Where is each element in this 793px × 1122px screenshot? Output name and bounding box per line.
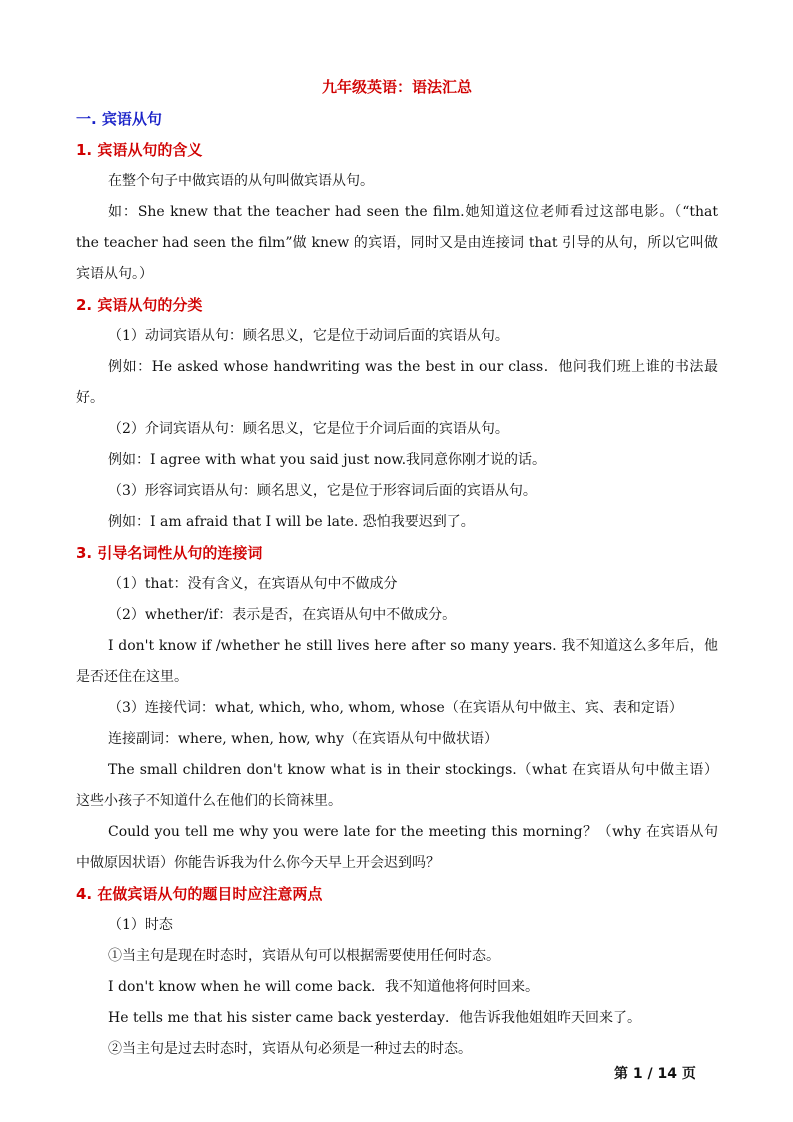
paragraph: The small children don't know what is in their stockings.（what 在宾语从句中做主语）这些小孩子不知道什么在他们的长筒袜里。 <box>76 762 718 809</box>
subheading-classification: 2. 宾语从句的分类 <box>76 296 203 314</box>
paragraph: He tells me that his sister came back yesterday．他告诉我他姐姐昨天回来了。 <box>108 1010 642 1026</box>
paragraph: I don't know when he will come back．我不知道他将何时回来。 <box>108 979 539 995</box>
subheading-connectives: 3. 引导名词性从句的连接词 <box>76 544 263 562</box>
document-body <box>76 74 718 1065</box>
paragraph: （1）that：没有含义，在宾语从句中不做成分 <box>108 576 398 592</box>
paragraph: Could you tell me why you were late for the meeting this morning？（why 在宾语从句中做原因状语）你能告诉我为什么你今天早上开会迟到吗？ <box>76 824 718 871</box>
paragraph: 如：She knew that the teacher had seen the film.她知道这位老师看过这部电影。（“that the teacher had seen the film”做 knew 的宾语，同时又是由连接词 that 引导的从句，所以它叫做宾语从句。） <box>76 204 718 282</box>
page-number: 第 1 / 14 页 <box>614 1066 696 1082</box>
paragraph: （3）形容词宾语从句：顾名思义，它是位于形容词后面的宾语从句。 <box>108 483 537 499</box>
paragraph: 例如：I am afraid that I will be late. 恐怕我要迟到了。 <box>108 514 475 530</box>
paragraph: 连接副词：where, when, how, why（在宾语从句中做状语） <box>108 731 498 747</box>
paragraph: （1）动词宾语从句：顾名思义，它是位于动词后面的宾语从句。 <box>108 328 509 344</box>
paragraph: 在整个句子中做宾语的从句叫做宾语从句。 <box>108 173 374 189</box>
paragraph: （3）连接代词：what, which, who, whom, whose（在宾语从句中做主、宾、表和定语） <box>108 700 683 716</box>
subheading-notes: 4. 在做宾语从句的题目时应注意两点 <box>76 885 323 903</box>
document-title: 九年级英语：语法汇总 <box>321 78 472 96</box>
section-heading-object-clause: 一. 宾语从句 <box>76 110 162 128</box>
paragraph: 例如：He asked whose handwriting was the best in our class．他问我们班上谁的书法最好。 <box>76 359 718 406</box>
paragraph: （1）时态 <box>108 917 173 933</box>
paragraph: ②当主句是过去时态时，宾语从句必须是一种过去的时态。 <box>108 1041 472 1057</box>
paragraph: （2）介词宾语从句：顾名思义，它是位于介词后面的宾语从句。 <box>108 421 509 437</box>
paragraph: I don't know if /whether he still lives here after so many years. 我不知道这么多年后，他是否还住在这里。 <box>76 638 718 685</box>
paragraph: 例如：I agree with what you said just now.我同意你刚才说的话。 <box>108 452 547 468</box>
subheading-definition: 1. 宾语从句的含义 <box>76 141 203 159</box>
paragraph: ①当主句是现在时态时，宾语从句可以根据需要使用任何时态。 <box>108 948 500 964</box>
paragraph: （2）whether/if：表示是否，在宾语从句中不做成分。 <box>108 607 457 623</box>
